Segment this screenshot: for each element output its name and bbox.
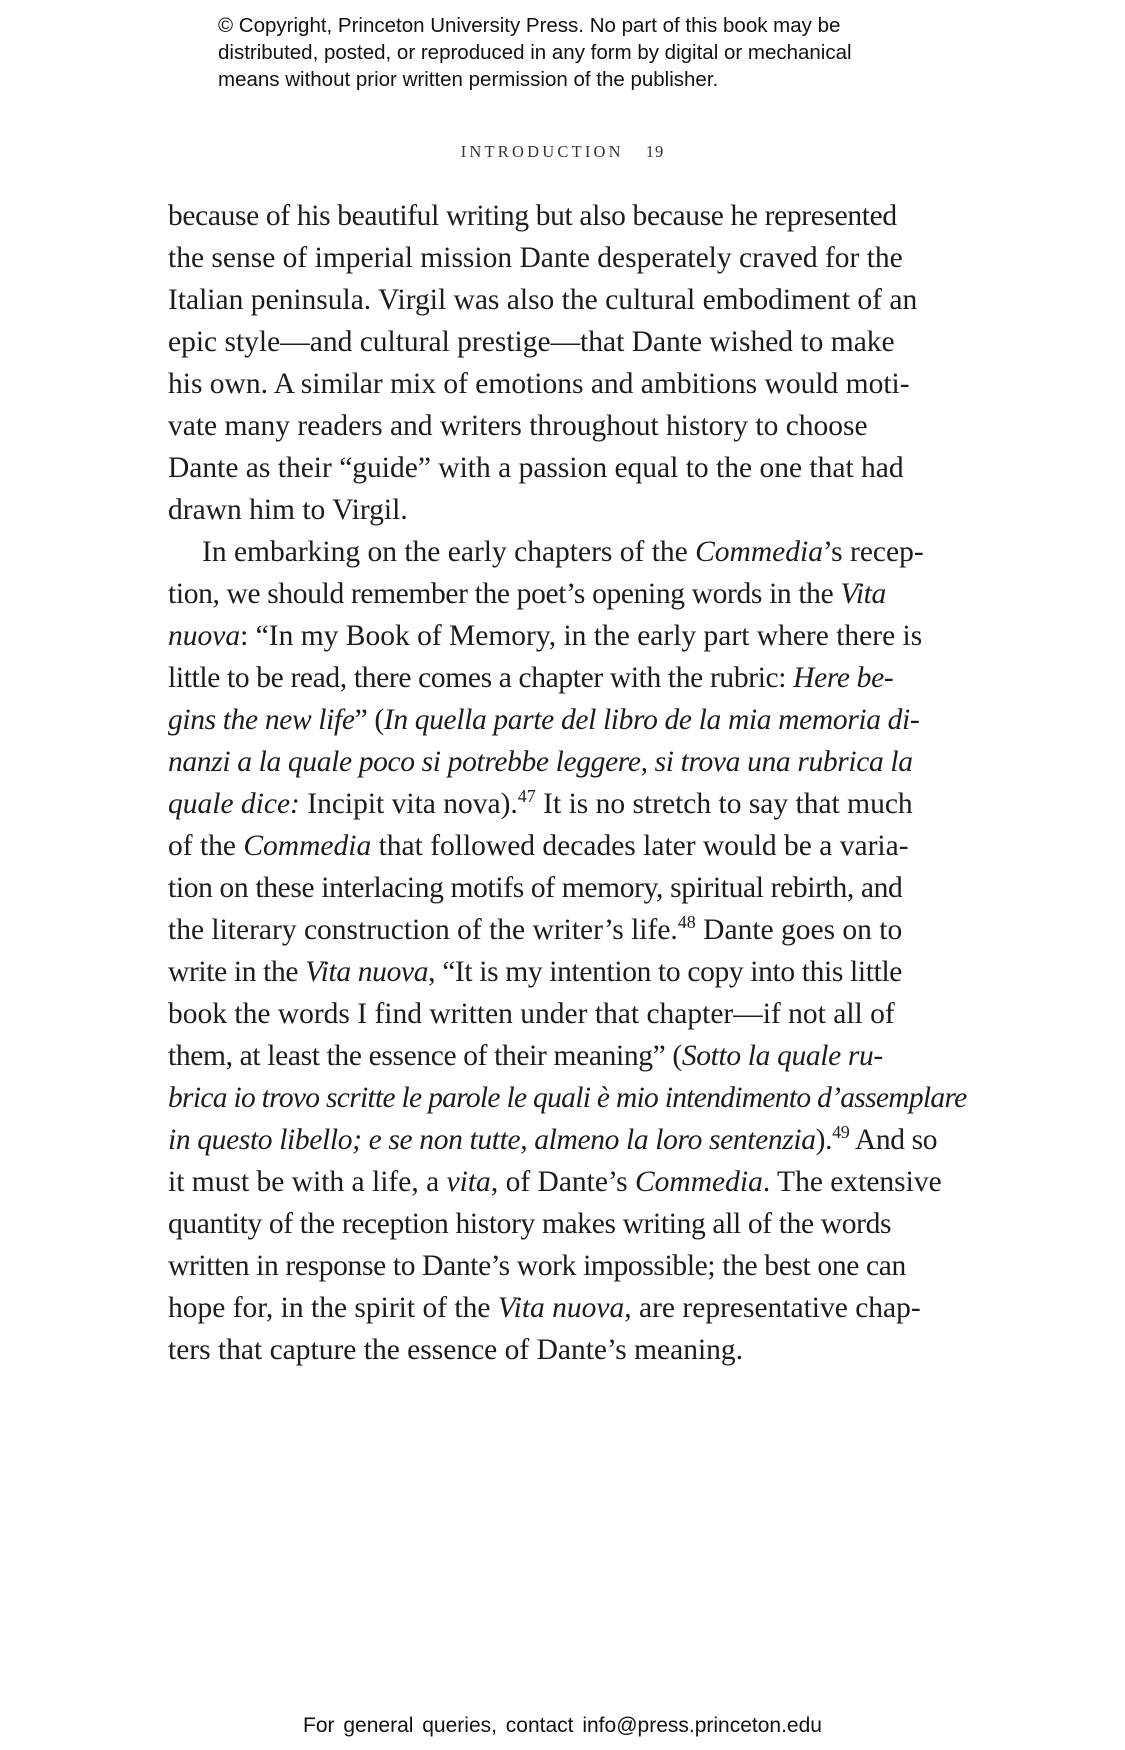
text-run: ” (: [354, 704, 384, 736]
text-line: [168, 657, 940, 699]
text-run: It is no stretch to say that much: [535, 788, 913, 820]
italic-quote: Here be-: [793, 662, 894, 694]
text-run: little to be read, there comes a chapter with the rubric:: [168, 662, 794, 694]
italic-title: Vita nuova: [497, 1292, 625, 1324]
text-line: [168, 951, 940, 993]
text-line: [168, 1077, 967, 1119]
text-run: hope for, in the spirit of the: [168, 1292, 498, 1324]
text-run: of the: [168, 830, 244, 862]
text-line: because of his beautiful writing but also because he represented: [168, 200, 897, 232]
footnote-marker: 49: [832, 1122, 850, 1142]
footer-contact: For general queries, contact info@press.princeton.edu: [303, 1714, 822, 1737]
italic-title: nuova: [168, 620, 241, 652]
italic-quote: In quella parte del libro de la mia memoria di-: [383, 704, 920, 736]
copyright-line: distributed, posted, or reproduced in any form by digital or mechanical: [218, 41, 852, 64]
copyright-line: means without prior written permission of the publisher.: [218, 68, 719, 91]
text-run: : “In my Book of Memory, in the early part where there is: [240, 620, 923, 652]
italic-quote: brica io trovo scritte le parole le quali è mio intendimento d’assemplare: [168, 1082, 967, 1114]
body-text: [168, 195, 967, 1371]
italic-word: vita: [446, 1166, 491, 1198]
italic-title: Commedia: [243, 830, 372, 862]
text-run: tion, we should remember the poet’s opening words in the: [168, 578, 841, 610]
text-line: Italian peninsula. Virgil was also the cultural embodiment of an: [168, 284, 918, 316]
italic-title: Commedia: [695, 536, 823, 568]
text-run: ’s recep-: [822, 536, 924, 568]
text-line: [168, 783, 940, 825]
text-line: quantity of the reception history makes writing all of the words: [168, 1208, 892, 1240]
footnote-marker: 48: [677, 912, 696, 932]
copyright-notice: [218, 12, 978, 93]
text-line: book the words I find written under that chapter—if not all of: [168, 998, 895, 1030]
running-head-title: INTRODUCTION: [460, 142, 624, 161]
text-run: , are representative chap-: [624, 1292, 921, 1324]
italic-title: Vita: [840, 578, 886, 610]
text-line: drawn him to Virgil.: [168, 494, 408, 526]
italic-quote: Sotto la quale ru-: [681, 1040, 883, 1072]
paragraph: [168, 195, 940, 531]
text-line: [168, 825, 940, 867]
text-run: them, at least the essence of their meaning” (: [168, 1040, 682, 1072]
text-line: vate many readers and writers throughout history to choose: [168, 410, 868, 442]
text-run: it must be with a life, a: [168, 1166, 447, 1198]
text-line: [168, 909, 940, 951]
text-line: [168, 1287, 940, 1329]
text-line: [168, 615, 940, 657]
text-line: Dante as their “guide” with a passion equal to the one that had: [168, 452, 904, 484]
footnote-marker: 47: [517, 786, 536, 806]
text-run: , of Dante’s: [490, 1166, 635, 1198]
text-line: [168, 531, 940, 573]
italic-quote: quale dice:: [168, 788, 300, 820]
text-line: written in response to Dante’s work impossible; the best one can: [168, 1250, 906, 1282]
italic-quote: gins the new life: [168, 704, 355, 736]
text-run: , “It is my intention to copy into this little: [428, 956, 903, 988]
italic-title: Vita nuova: [305, 956, 429, 988]
text-run: the literary construction of the writer’s life.: [168, 914, 678, 946]
text-line: [168, 699, 940, 741]
page-number: 19: [645, 142, 665, 161]
running-head: [0, 142, 1125, 162]
text-run: And so: [849, 1124, 938, 1156]
text-line: [168, 1161, 940, 1203]
text-run: Incipit vita nova).: [299, 788, 518, 820]
text-line: [168, 1119, 940, 1161]
italic-title: Commedia: [635, 1166, 763, 1198]
text-run: that followed decades later would be a varia-: [371, 830, 909, 862]
text-line: epic style—and cultural prestige—that Dante wished to make: [168, 326, 895, 358]
text-line: the sense of imperial mission Dante desperately craved for the: [168, 242, 903, 274]
text-run: Dante goes on to: [695, 914, 903, 946]
text-line: [168, 741, 940, 783]
copyright-line: © Copyright, Princeton University Press. No part of this book may be: [218, 14, 841, 37]
text-line: ters that capture the essence of Dante’s meaning.: [168, 1334, 744, 1366]
paragraph: [168, 531, 967, 1371]
text-run: . The extensive: [762, 1166, 942, 1198]
text-line: his own. A similar mix of emotions and ambitions would moti-: [168, 368, 910, 400]
italic-quote: in questo libello; e se non tutte, almeno la loro sentenzia: [168, 1124, 816, 1156]
text-run: write in the: [168, 956, 306, 988]
text-line: [168, 573, 940, 615]
text-line: tion on these interlacing motifs of memory, spiritual rebirth, and: [168, 872, 903, 904]
text-line: [168, 1035, 940, 1077]
text-run: In embarking on the early chapters of the: [202, 536, 696, 568]
text-run: ).: [815, 1124, 833, 1156]
italic-quote: nanzi a la quale poco si potrebbe leggere, si trova una rubrica la: [168, 746, 913, 778]
